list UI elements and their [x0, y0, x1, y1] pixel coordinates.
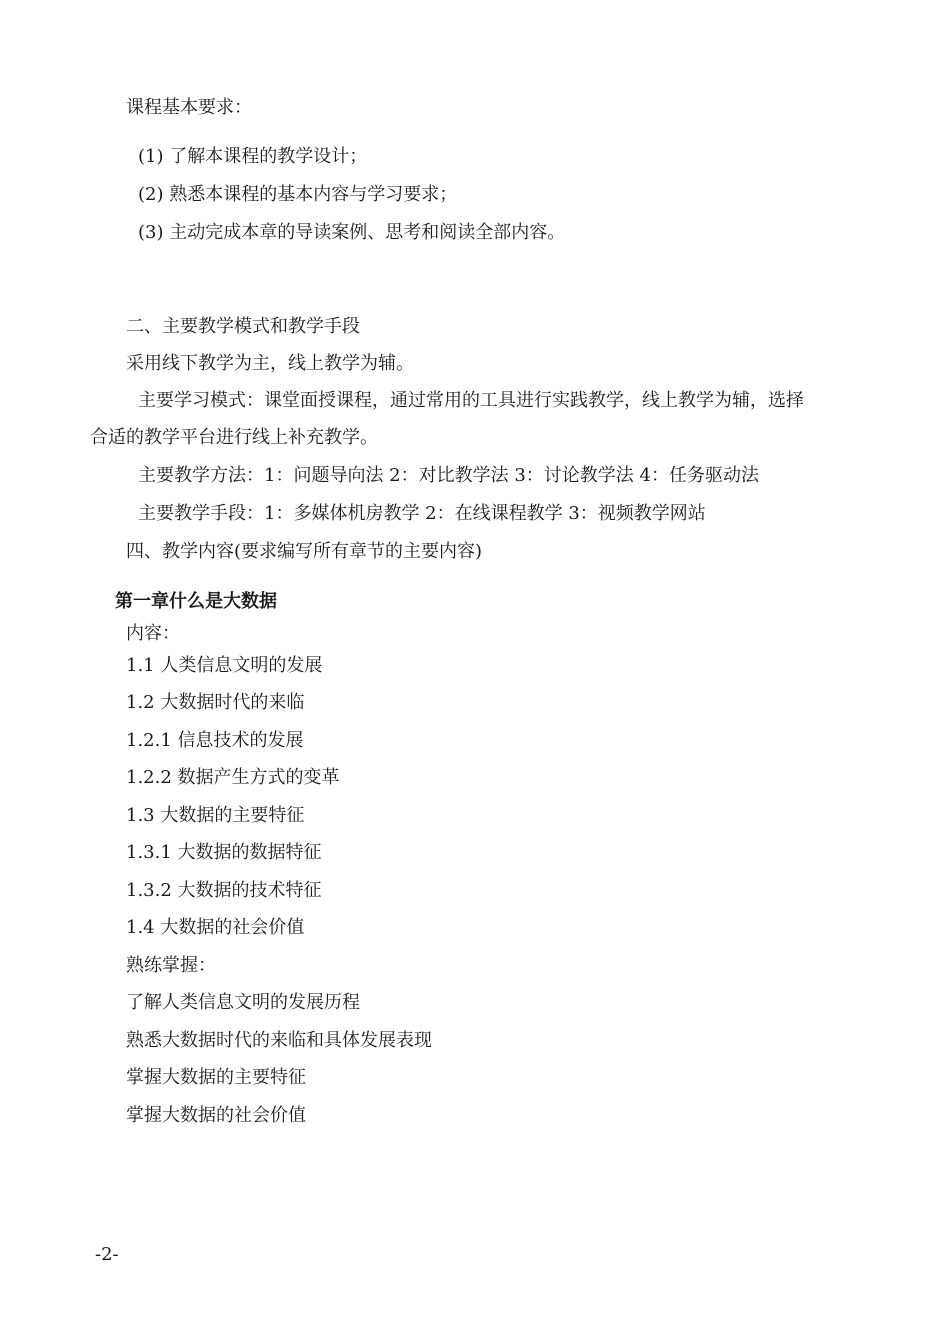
master-item: 掌握大数据的社会价值	[126, 1105, 306, 1126]
toc-item: 1.2 大数据时代的来临	[126, 692, 305, 713]
section2-heading: 二、主要教学模式和教学手段	[126, 316, 360, 337]
toc-item: 1.2.1 信息技术的发展	[126, 730, 304, 751]
requirements-heading: 课程基本要求：	[126, 97, 252, 118]
chapter1-content-label: 内容：	[126, 623, 180, 644]
requirement-item-2: (2) 熟悉本课程的基本内容与学习要求；	[138, 184, 458, 205]
section2-mode-line2: 合适的教学平台进行线上补充教学。	[90, 427, 378, 448]
toc-item: 1.3.1 大数据的数据特征	[126, 842, 322, 863]
master-item: 掌握大数据的主要特征	[126, 1067, 306, 1088]
toc-item: 1.3.2 大数据的技术特征	[126, 880, 322, 901]
master-item: 熟悉大数据时代的来临和具体发展表现	[126, 1030, 432, 1051]
toc-item: 1.2.2 数据产生方式的变革	[126, 767, 340, 788]
section2-intro: 采用线下教学为主，线上教学为辅。	[126, 353, 414, 374]
toc-item: 1.3 大数据的主要特征	[126, 805, 305, 826]
requirement-item-1: (1) 了解本课程的教学设计；	[138, 146, 368, 167]
section2-means: 主要教学手段：1：多媒体机房教学 2：在线课程教学 3：视频教学网站	[138, 503, 706, 524]
section2-mode-line1: 主要学习模式：课堂面授课程，通过常用的工具进行实践教学，线上教学为辅，选择	[138, 390, 804, 411]
requirement-item-3: (3) 主动完成本章的导读案例、思考和阅读全部内容。	[138, 222, 566, 243]
section2-methods: 主要教学方法：1：问题导向法 2：对比教学法 3：讨论教学法 4：任务驱动法	[138, 465, 759, 486]
master-item: 了解人类信息文明的发展历程	[126, 992, 360, 1013]
section4-heading: 四、教学内容(要求编写所有章节的主要内容)	[126, 541, 483, 562]
toc-item: 1.4 大数据的社会价值	[126, 917, 305, 938]
chapter1-master-label: 熟练掌握：	[126, 955, 216, 976]
page-number: -2-	[95, 1244, 119, 1265]
toc-item: 1.1 人类信息文明的发展	[126, 655, 323, 676]
chapter1-title: 第一章什么是大数据	[115, 591, 277, 612]
